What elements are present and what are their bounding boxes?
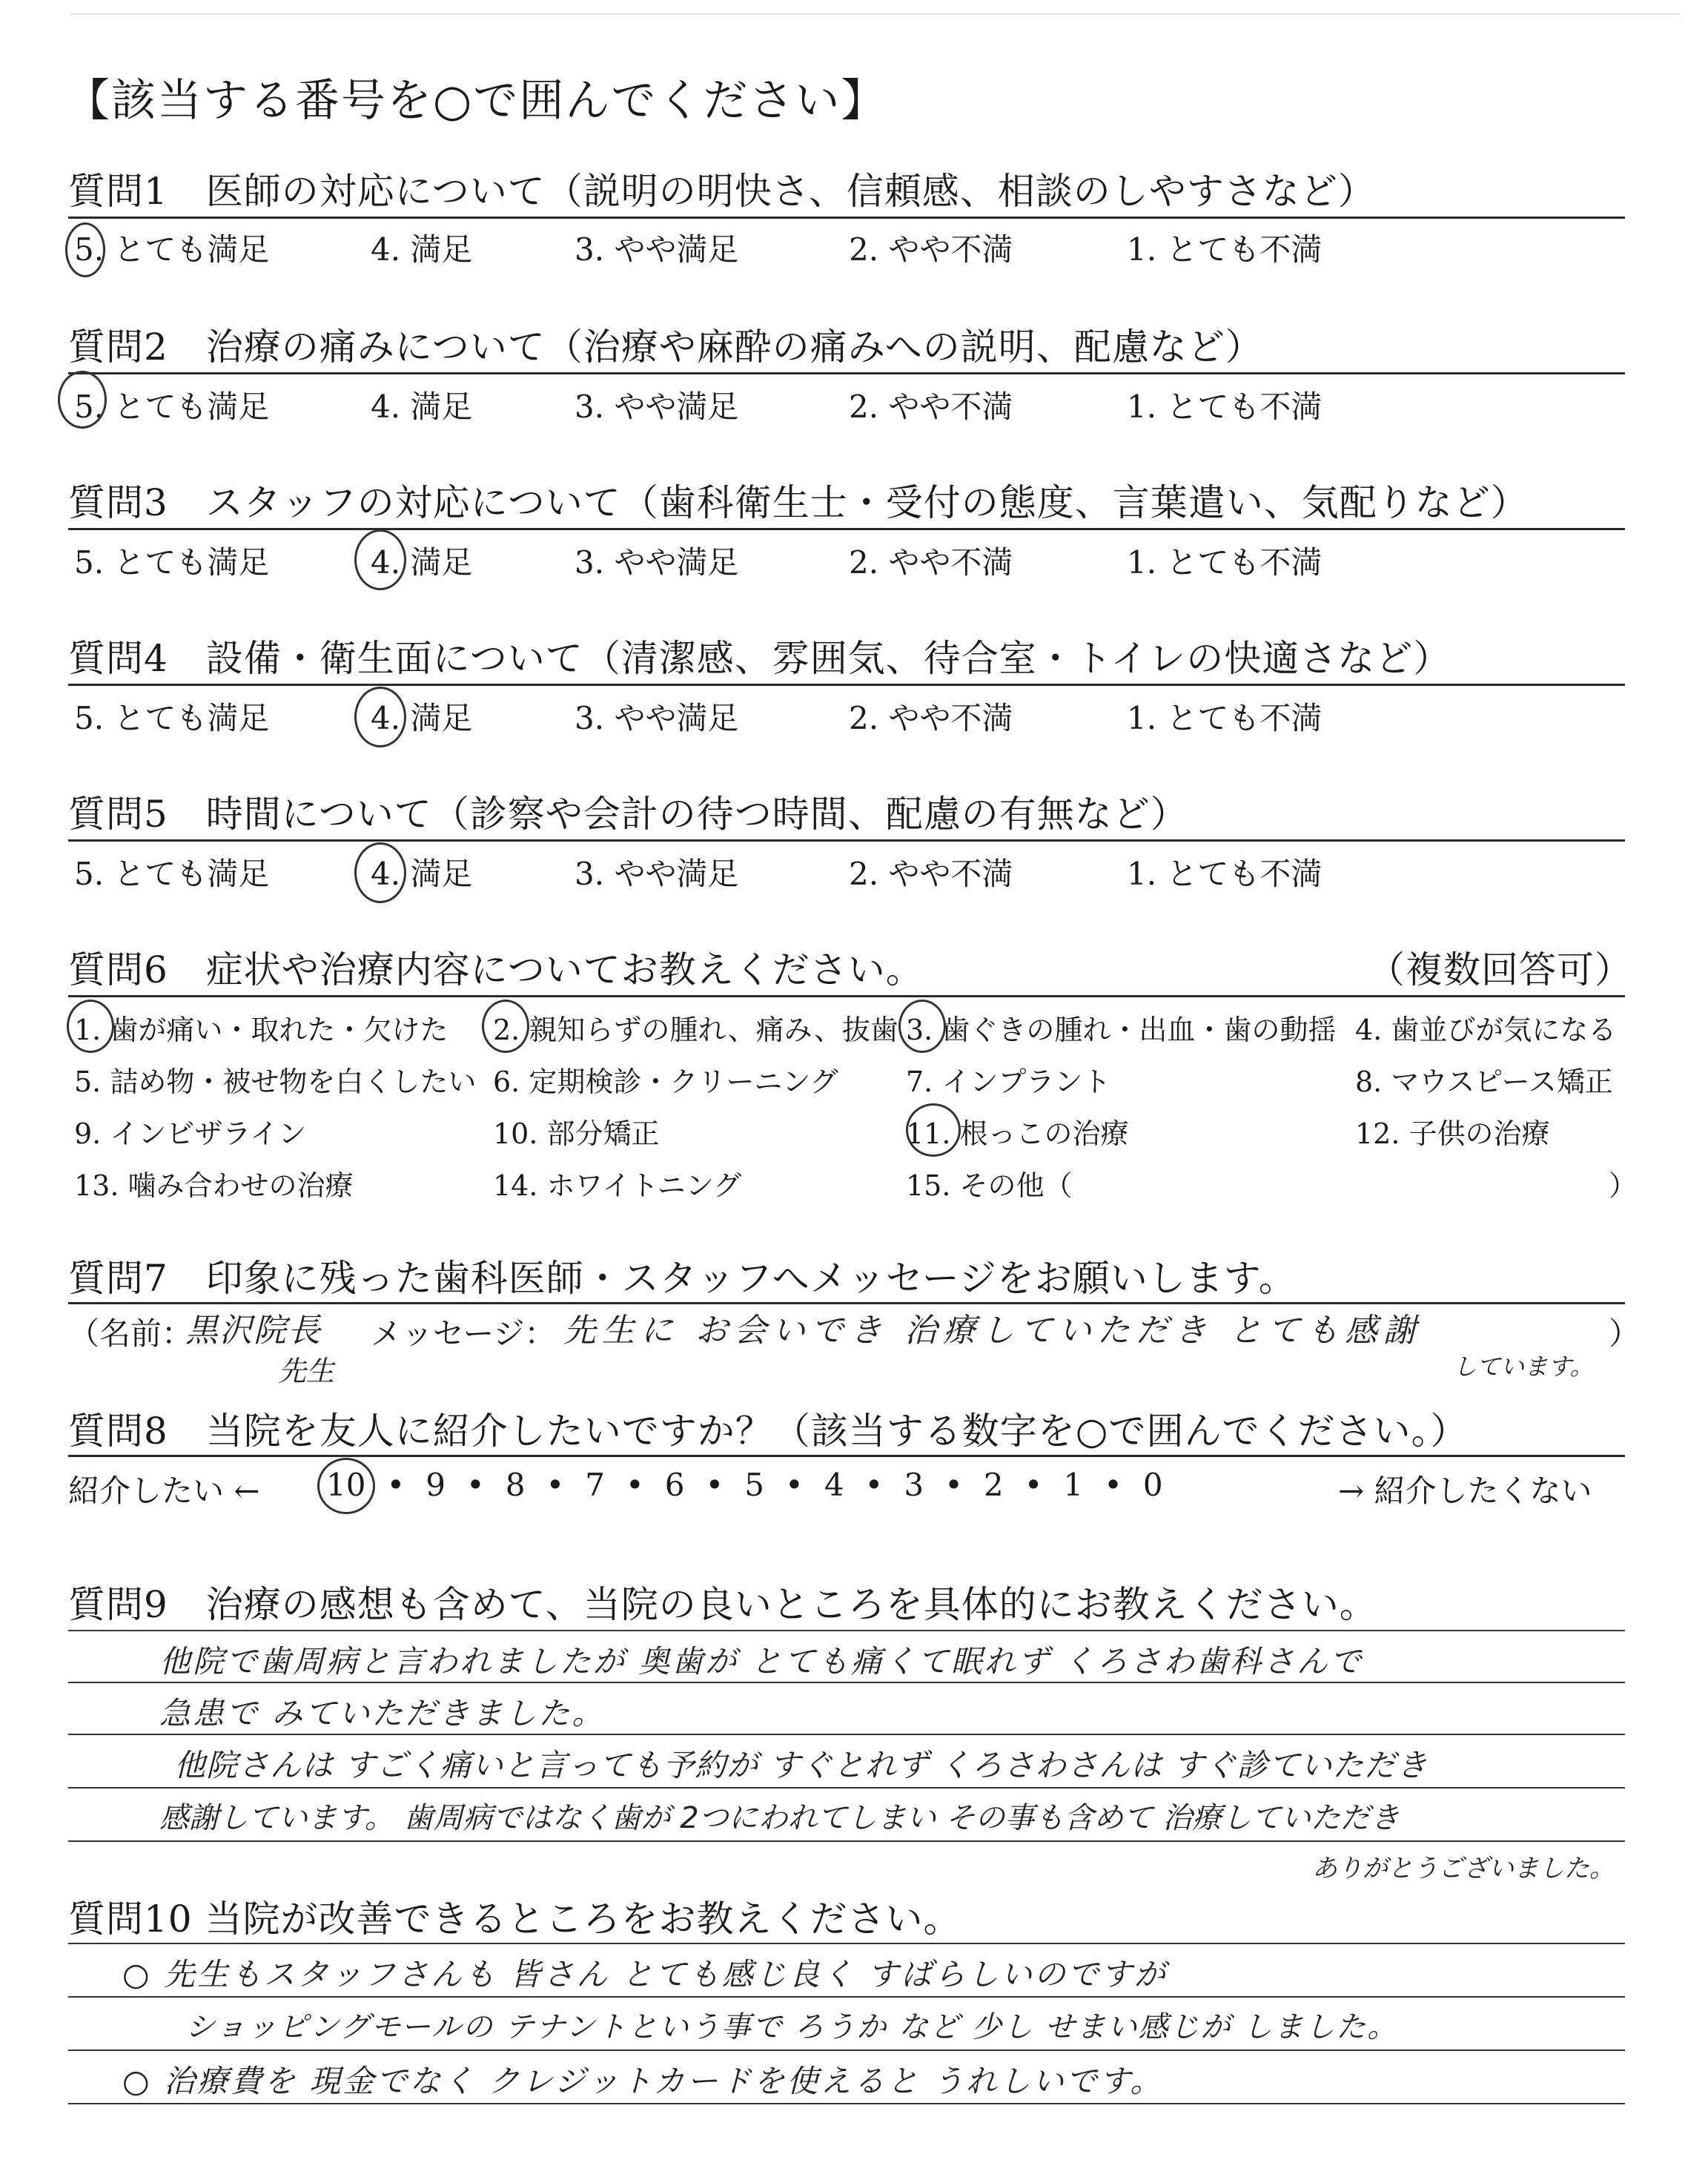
q3-option-2[interactable]: 2. やや不満 [849, 544, 1013, 581]
q7-name-value[interactable]: 黒沢院長 [185, 1312, 322, 1350]
question-6-rule [68, 995, 1625, 997]
q7-message-value-line2: しています。 [1453, 1353, 1594, 1381]
question-1-rule [68, 217, 1625, 219]
q8-selection-circle [317, 1458, 375, 1514]
q10-line-3 [68, 2050, 1625, 2051]
q8-value-10[interactable]: 10 [326, 1467, 366, 1503]
q8-value-9[interactable]: 9 [426, 1467, 446, 1503]
question-9-title: 質問9 治療の感想も含めて、当院の良いところを具体的にお教えください。 [68, 1583, 1377, 1626]
q6-option-15-close: ） [1609, 1169, 1638, 1202]
question-4-title: 質問4 設備・衛生面について（清潔感、雰囲気、待合室・トイレの快適さなど） [68, 637, 1452, 680]
q8-value-5[interactable]: 5 [744, 1467, 765, 1503]
q7-name-value-line2: 先生 [278, 1355, 335, 1387]
q4-option-5[interactable]: 5. とても満足 [74, 700, 270, 736]
q9-answer-line-5[interactable]: ありがとうございました。 [1312, 1854, 1615, 1883]
q6-selection-circle-3 [898, 1000, 946, 1053]
q9-answer-line-1[interactable]: 他院で歯周病と言われましたが 奥歯が とても痛くて眠れず くろさわ歯科さんで [159, 1643, 1364, 1680]
q1-selection-circle [65, 222, 105, 277]
instruction-heading: 【該当する番号を○で囲んでください】 [65, 75, 887, 127]
q6-option-1[interactable]: 1. 歯が痛い・取れた・欠けた [74, 1014, 448, 1046]
q6-option-15[interactable]: 15. その他（ [906, 1169, 1073, 1202]
q8-value-4[interactable]: 4 [824, 1467, 844, 1503]
q10-line-1 [68, 1943, 1625, 1944]
q8-scale: 10 • 9 • 8 • 7 • 6 • 5 • 4 • 3 • 2 • 1 • 0 [326, 1467, 1163, 1503]
q6-option-7[interactable]: 7. インプラント [906, 1066, 1111, 1098]
q3-option-4[interactable]: 4. 満足 [371, 544, 473, 581]
q4-option-3[interactable]: 3. やや満足 [575, 700, 739, 736]
q7-close-paren: ） [1609, 1315, 1641, 1352]
q2-option-4[interactable]: 4. 満足 [371, 389, 473, 425]
question-5-rule [68, 839, 1625, 842]
q9-answer-line-2[interactable]: 急患で みていただきました。 [159, 1695, 606, 1731]
q3-option-1[interactable]: 1. とても不満 [1127, 544, 1323, 581]
q8-value-7[interactable]: 7 [585, 1467, 605, 1503]
q8-value-3[interactable]: 3 [904, 1467, 924, 1503]
q6-option-9[interactable]: 9. インビザライン [74, 1117, 307, 1150]
question-10-title: 質問10 当院が改善できるところをお教えください。 [68, 1898, 961, 1941]
question-3-rule [68, 528, 1625, 530]
question-3-title: 質問3 スタッフの対応について（歯科衛生士・受付の態度、言葉遣い、気配りなど） [68, 481, 1529, 524]
q7-name-label: （名前： [68, 1315, 193, 1352]
q9-line-5 [68, 1840, 1625, 1842]
question-4-rule [68, 684, 1625, 686]
question-8-title: 質問8 当院を友人に紹介したいですか？（該当する数字を○で囲んでください。） [68, 1410, 1469, 1453]
q6-option-12[interactable]: 12. 子供の治療 [1355, 1117, 1550, 1150]
q8-left-label: 紹介したい ← [68, 1473, 260, 1509]
q6-option-13[interactable]: 13. 噛み合わせの治療 [74, 1169, 354, 1202]
q5-option-4[interactable]: 4. 満足 [371, 856, 473, 892]
q6-option-5[interactable]: 5. 詰め物・被せ物を白くしたい [74, 1066, 477, 1098]
q7-message-label: メッセージ： [371, 1315, 556, 1352]
q6-option-8[interactable]: 8. マウスピース矯正 [1355, 1066, 1613, 1098]
q6-option-3[interactable]: 3. 歯ぐきの腫れ・出血・歯の動揺 [906, 1014, 1337, 1046]
q1-option-2[interactable]: 2. やや不満 [849, 231, 1013, 268]
q6-option-11[interactable]: 11. 根っこの治療 [906, 1117, 1129, 1150]
q10-answer-line-1[interactable]: ○ 先生もスタッフさんも 皆さん とても感じ良く すばらしいのですが [122, 1956, 1168, 1992]
question-8-rule [68, 1455, 1625, 1457]
q2-option-2[interactable]: 2. やや不満 [849, 389, 1013, 425]
q6-selection-circle-2 [482, 1000, 529, 1053]
q2-selection-circle [58, 371, 107, 429]
q8-value-2[interactable]: 2 [983, 1467, 1004, 1503]
q6-option-10[interactable]: 10. 部分矯正 [493, 1117, 660, 1150]
q5-selection-circle [354, 842, 406, 903]
question-7-title: 質問7 印象に残った歯科医師・スタッフへメッセージをお願いします。 [68, 1257, 1297, 1300]
q4-option-4[interactable]: 4. 満足 [371, 700, 473, 736]
q6-selection-circle-1 [67, 1000, 114, 1053]
q8-value-1[interactable]: 1 [1063, 1467, 1084, 1503]
q4-selection-circle [354, 687, 406, 747]
q8-value-8[interactable]: 8 [505, 1467, 526, 1503]
q6-option-14[interactable]: 14. ホワイトニング [493, 1169, 742, 1202]
q5-option-2[interactable]: 2. やや不満 [849, 856, 1013, 892]
question-6-title: 質問6 症状や治療内容についてお教えください。 [68, 948, 924, 991]
q9-line-4 [68, 1787, 1625, 1789]
q1-option-4[interactable]: 4. 満足 [371, 231, 473, 268]
q4-option-2[interactable]: 2. やや不満 [849, 700, 1013, 736]
q6-selection-circle-11 [906, 1103, 961, 1157]
q9-line-3 [68, 1734, 1625, 1735]
question-1-title: 質問1 医師の対応について（説明の明快さ、信頼感、相談のしやすさなど） [68, 170, 1376, 213]
q8-right-label: → 紹介したくない [1338, 1473, 1592, 1509]
q10-answer-line-2[interactable]: ショッピングモールの テナントという事で ろうか など 少し せまい感じが しました。 [185, 2010, 1399, 2044]
q9-answer-line-3[interactable]: 他院さんは すごく痛いと言っても予約が すぐとれず くろさわさんは すぐ診ていただき [174, 1747, 1429, 1783]
q5-option-1[interactable]: 1. とても不満 [1127, 856, 1323, 892]
q9-answer-line-4[interactable]: 感謝しています。 歯周病ではなく歯が 2つにわれてしまい その事も含めて 治療していただき [159, 1801, 1400, 1835]
question-2-rule [68, 372, 1625, 374]
q5-option-5[interactable]: 5. とても満足 [74, 856, 270, 892]
q5-option-3[interactable]: 3. やや満足 [575, 856, 739, 892]
q4-option-1[interactable]: 1. とても不満 [1127, 700, 1323, 736]
q2-option-5[interactable]: 5. とても満足 [74, 389, 270, 425]
q7-message-value[interactable]: 先生に お会いでき 治療していただき とても感謝 [563, 1312, 1422, 1350]
q6-option-4[interactable]: 4. 歯並びが気になる [1355, 1014, 1617, 1046]
question-5-title: 質問5 時間について（診察や会計の待つ時間、配慮の有無など） [68, 793, 1188, 836]
q1-option-3[interactable]: 3. やや満足 [575, 231, 739, 268]
q8-value-6[interactable]: 6 [664, 1467, 685, 1503]
top-rule [70, 13, 1679, 15]
q10-line-2 [68, 1996, 1625, 1998]
q2-option-3[interactable]: 3. やや満足 [575, 389, 739, 425]
q6-option-2[interactable]: 2. 親知らずの腫れ、痛み、抜歯 [493, 1014, 898, 1046]
q3-selection-circle [354, 529, 406, 590]
q3-option-3[interactable]: 3. やや満足 [575, 544, 739, 581]
q9-line-2 [68, 1682, 1625, 1683]
q8-value-0[interactable]: 0 [1142, 1467, 1163, 1503]
question-2-title: 質問2 治療の痛みについて（治療や麻酔の痛みへの説明、配慮など） [68, 326, 1263, 369]
q1-option-1[interactable]: 1. とても不満 [1127, 231, 1323, 268]
question-6-note: （複数回答可） [1368, 948, 1632, 991]
q10-line-4 [68, 2103, 1625, 2104]
q2-option-1[interactable]: 1. とても不満 [1127, 389, 1323, 425]
q10-answer-line-3[interactable]: ○ 治療費を 現金でなく クレジットカードを使えると うれしいです。 [122, 2063, 1164, 2099]
q1-option-5[interactable]: 5. とても満足 [74, 231, 270, 268]
q3-option-5[interactable]: 5. とても満足 [74, 544, 270, 581]
q9-line-1 [68, 1630, 1625, 1631]
q6-option-6[interactable]: 6. 定期検診・クリーニング [493, 1066, 838, 1098]
